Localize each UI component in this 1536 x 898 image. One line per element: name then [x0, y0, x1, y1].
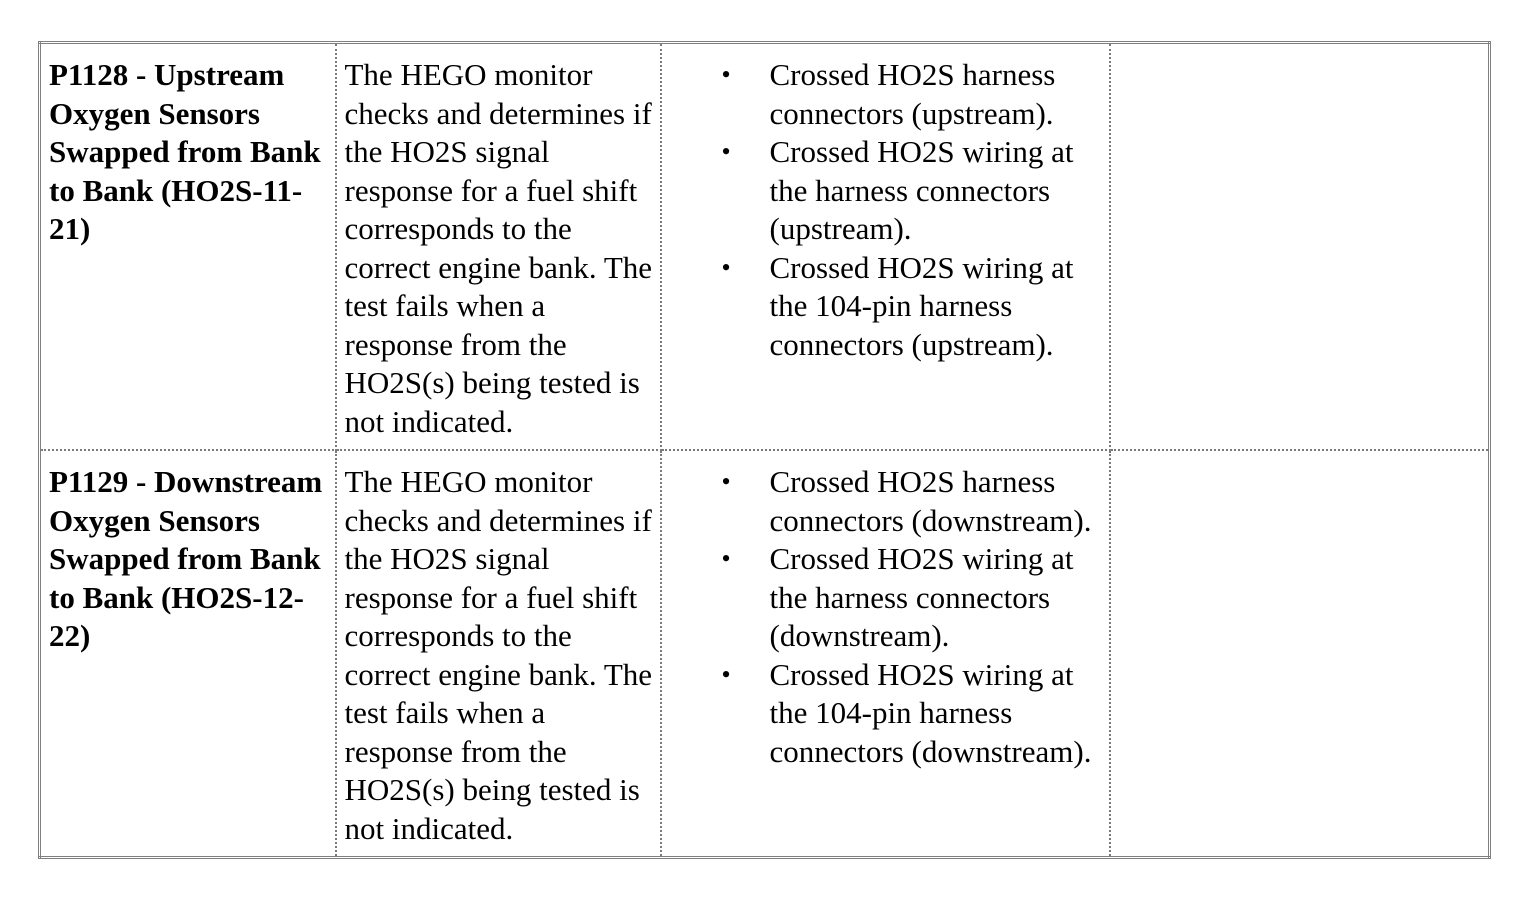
list-item — [670, 656, 1102, 772]
list-item — [670, 540, 1102, 656]
description-text: The HEGO monitor checks and determines if the HO2S signal response for a fuel shift corresponds to the correct engine bank. The test fails when a response from the HO2S(s) being tested is not indicated. — [344, 464, 653, 846]
dtc-code-cell — [40, 450, 336, 858]
cause-text: Crossed HO2S wiring at the harness connectors (upstream). — [769, 134, 1074, 246]
description-text: The HEGO monitor checks and determines if the HO2S signal response for a fuel shift corresponds to the correct engine bank. The test fails when a response from the HO2S(s) being tested is not indicated. — [344, 57, 653, 439]
table-row — [40, 450, 1490, 858]
table-row — [40, 43, 1490, 451]
notes-cell — [1110, 43, 1490, 451]
description-cell — [336, 450, 661, 858]
causes-list — [670, 56, 1102, 364]
bullet-icon: • — [721, 137, 731, 166]
dtc-code-title: P1128 - Upstream Oxygen Sensors Swapped from Bank to Bank (HO2S-11-21) — [49, 57, 321, 246]
list-item — [670, 249, 1102, 365]
causes-cell — [661, 450, 1110, 858]
bullet-icon: • — [721, 60, 731, 89]
list-item — [670, 463, 1102, 540]
dtc-table — [38, 41, 1491, 859]
notes-cell — [1110, 450, 1490, 858]
cause-text: Crossed HO2S wiring at the 104-pin harness connectors (downstream). — [769, 656, 1092, 769]
list-item — [670, 56, 1102, 133]
dtc-code-title: P1129 - Downstream Oxygen Sensors Swapped from Bank to Bank (HO2S-12-22) — [49, 464, 323, 653]
bullet-icon: • — [721, 544, 731, 573]
list-item — [670, 133, 1102, 249]
bullet-icon: • — [721, 252, 731, 282]
dtc-code-cell — [40, 43, 336, 451]
causes-list — [670, 463, 1102, 771]
cause-text: Crossed HO2S wiring at the harness connectors (downstream). — [769, 541, 1074, 653]
cause-text: Crossed HO2S harness connectors (upstream). — [769, 57, 1056, 131]
bullet-icon: • — [721, 659, 731, 689]
causes-cell — [661, 43, 1110, 451]
cause-text: Crossed HO2S harness connectors (downstream). — [769, 464, 1092, 538]
cause-text: Crossed HO2S wiring at the 104-pin harness connectors (upstream). — [769, 249, 1074, 362]
description-cell — [336, 43, 661, 451]
bullet-icon: • — [721, 467, 731, 496]
